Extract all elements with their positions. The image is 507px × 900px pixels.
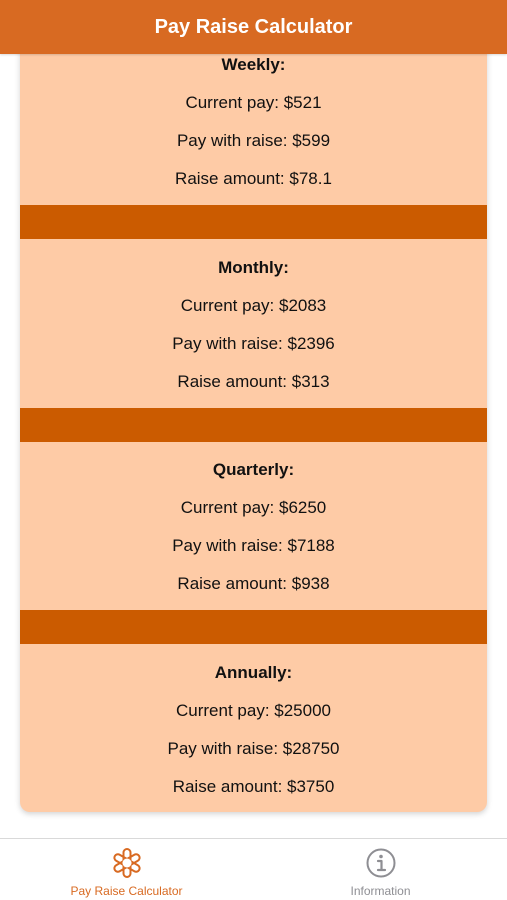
annually-section bbox=[20, 644, 487, 812]
current-pay-text: Current pay: $2083 bbox=[180, 296, 327, 315]
tab-label: Information bbox=[350, 884, 411, 898]
monthly-section bbox=[20, 239, 487, 408]
navigation-bar bbox=[0, 0, 507, 54]
tab-pay-raise-calculator[interactable] bbox=[0, 839, 253, 900]
section-title: Quarterly: bbox=[212, 460, 295, 479]
tab-information[interactable] bbox=[254, 839, 507, 900]
pay-with-raise-text: Pay with raise: $28750 bbox=[167, 739, 340, 758]
raise-amount-text: Raise amount: $938 bbox=[177, 574, 330, 593]
section-title: Annually: bbox=[214, 663, 293, 682]
current-pay-text: Current pay: $25000 bbox=[176, 701, 331, 720]
section-divider bbox=[20, 408, 487, 442]
raise-amount-text: Raise amount: $78.1 bbox=[175, 169, 332, 188]
page-title: Pay Raise Calculator bbox=[154, 15, 353, 38]
weekly-section bbox=[20, 46, 487, 205]
raise-amount-text: Raise amount: $313 bbox=[177, 372, 330, 391]
asterisk-icon bbox=[111, 847, 143, 879]
section-divider bbox=[20, 205, 487, 239]
raise-amount-text: Raise amount: $3750 bbox=[172, 777, 335, 796]
tab-label: Pay Raise Calculator bbox=[70, 884, 183, 898]
section-title: Monthly: bbox=[218, 258, 289, 277]
tab-bar bbox=[0, 838, 507, 900]
quarterly-section bbox=[20, 442, 487, 610]
pay-with-raise-text: Pay with raise: $2396 bbox=[172, 334, 335, 353]
current-pay-text: Current pay: $521 bbox=[185, 93, 322, 112]
pay-with-raise-text: Pay with raise: $599 bbox=[176, 131, 331, 150]
info-icon bbox=[365, 847, 397, 879]
results-card bbox=[20, 46, 487, 812]
pay-with-raise-text: Pay with raise: $7188 bbox=[172, 536, 335, 555]
section-divider bbox=[20, 610, 487, 644]
current-pay-text: Current pay: $6250 bbox=[180, 498, 327, 517]
section-title: Weekly: bbox=[221, 55, 286, 74]
